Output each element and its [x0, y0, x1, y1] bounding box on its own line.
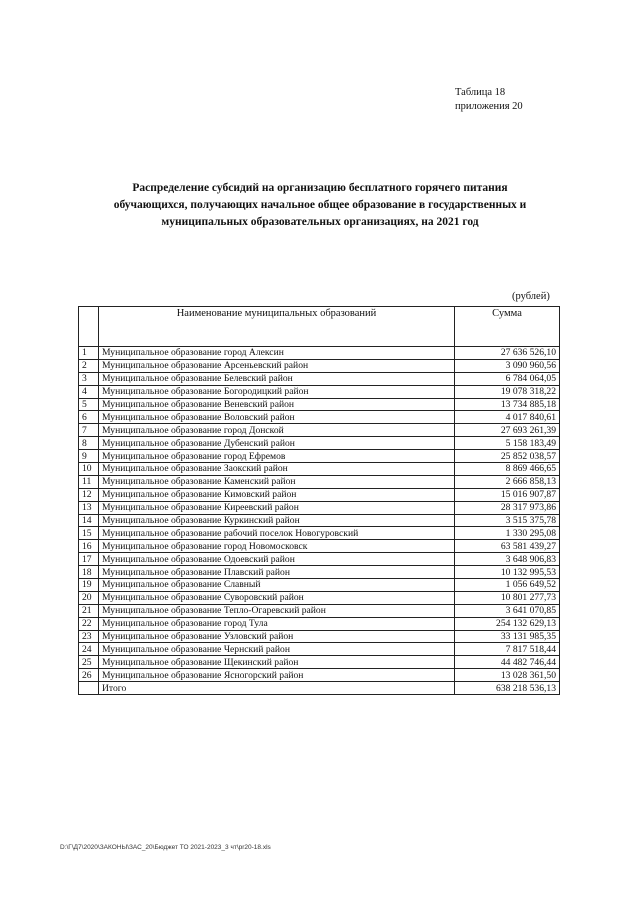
subsidy-table	[78, 306, 560, 695]
row-municipality: Муниципальное образование Суворовский район	[99, 591, 455, 604]
total-number	[79, 682, 99, 695]
row-number: 15	[79, 527, 99, 540]
table-row	[79, 372, 560, 385]
row-municipality: Муниципальное образование Узловский район	[99, 630, 455, 643]
row-sum: 3 648 906,83	[455, 553, 560, 566]
table-row	[79, 591, 560, 604]
row-sum: 6 784 064,05	[455, 372, 560, 385]
row-number: 18	[79, 566, 99, 579]
row-sum: 10 801 277,73	[455, 591, 560, 604]
table-row	[79, 463, 560, 476]
total-row	[79, 682, 560, 695]
row-sum: 15 016 907,87	[455, 488, 560, 501]
table-row	[79, 604, 560, 617]
row-sum: 1 330 295,08	[455, 527, 560, 540]
row-municipality: Муниципальное образование Щекинский район	[99, 656, 455, 669]
row-sum: 3 641 070,85	[455, 604, 560, 617]
row-number: 24	[79, 643, 99, 656]
header-sum: Сумма	[455, 307, 560, 347]
row-municipality: Муниципальное образование Арсеньевский район	[99, 359, 455, 372]
row-municipality: Муниципальное образование город Тула	[99, 617, 455, 630]
row-sum: 44 482 746,44	[455, 656, 560, 669]
table-row	[79, 553, 560, 566]
row-number: 11	[79, 475, 99, 488]
row-municipality: Муниципальное образование Заокский район	[99, 463, 455, 476]
row-number: 1	[79, 347, 99, 360]
row-number: 4	[79, 385, 99, 398]
row-sum: 13 028 361,50	[455, 669, 560, 682]
units-label: (рублей)	[512, 291, 550, 302]
row-sum: 2 666 858,13	[455, 475, 560, 488]
row-municipality: Муниципальное образование Тепло-Огаревский район	[99, 604, 455, 617]
table-body	[79, 347, 560, 682]
row-sum: 33 131 985,35	[455, 630, 560, 643]
table-row	[79, 501, 560, 514]
table-row	[79, 411, 560, 424]
title-line-3: муниципальных образовательных организациях, на 2021 год	[161, 216, 479, 228]
table-row	[79, 566, 560, 579]
row-sum: 3 090 960,56	[455, 359, 560, 372]
row-number: 26	[79, 669, 99, 682]
row-number: 16	[79, 540, 99, 553]
table-row	[79, 630, 560, 643]
row-number: 17	[79, 553, 99, 566]
row-number: 6	[79, 411, 99, 424]
table-row	[79, 488, 560, 501]
row-sum: 28 317 973,86	[455, 501, 560, 514]
table-row	[79, 347, 560, 360]
row-sum: 13 734 885,18	[455, 398, 560, 411]
table-row	[79, 617, 560, 630]
row-sum: 27 693 261,39	[455, 424, 560, 437]
table-row	[79, 669, 560, 682]
row-municipality: Муниципальное образование Куркинский район	[99, 514, 455, 527]
table-row	[79, 424, 560, 437]
table-number: Таблица 18	[455, 87, 506, 98]
row-sum: 254 132 629,13	[455, 617, 560, 630]
row-municipality: Муниципальное образование Плавский район	[99, 566, 455, 579]
row-number: 19	[79, 579, 99, 592]
row-municipality: Муниципальное образование город Новомосковск	[99, 540, 455, 553]
row-number: 8	[79, 437, 99, 450]
row-number: 22	[79, 617, 99, 630]
row-sum: 3 515 375,78	[455, 514, 560, 527]
title-line-1: Распределение субсидий на организацию бесплатного горячего питания	[132, 182, 508, 194]
row-number: 25	[79, 656, 99, 669]
table-row	[79, 437, 560, 450]
row-number: 21	[79, 604, 99, 617]
row-municipality: Муниципальное образование Чернский район	[99, 643, 455, 656]
row-municipality: Муниципальное образование Воловский район	[99, 411, 455, 424]
header-municipality: Наименование муниципальных образований	[99, 307, 455, 347]
table-reference-note	[455, 86, 523, 114]
row-municipality: Муниципальное образование город Ефремов	[99, 450, 455, 463]
row-number: 13	[79, 501, 99, 514]
table-row	[79, 527, 560, 540]
row-municipality: Муниципальное образование Каменский район	[99, 475, 455, 488]
row-sum: 4 017 840,61	[455, 411, 560, 424]
table-row	[79, 359, 560, 372]
row-number: 2	[79, 359, 99, 372]
table-row	[79, 540, 560, 553]
row-municipality: Муниципальное образование Белевский район	[99, 372, 455, 385]
row-sum: 63 581 439,27	[455, 540, 560, 553]
row-number: 23	[79, 630, 99, 643]
row-sum: 19 078 318,22	[455, 385, 560, 398]
row-municipality: Муниципальное образование Кимовский район	[99, 488, 455, 501]
header-number	[79, 307, 99, 347]
row-sum: 1 056 649,52	[455, 579, 560, 592]
row-sum: 5 158 183,49	[455, 437, 560, 450]
row-municipality: Муниципальное образование Ясногорский район	[99, 669, 455, 682]
row-municipality: Муниципальное образование Дубенский район	[99, 437, 455, 450]
table-row	[79, 385, 560, 398]
row-number: 3	[79, 372, 99, 385]
table-row	[79, 398, 560, 411]
title-line-2: обучающихся, получающих начальное общее образование в государственных и	[113, 199, 527, 211]
row-municipality: Муниципальное образование город Донской	[99, 424, 455, 437]
row-number: 14	[79, 514, 99, 527]
row-number: 20	[79, 591, 99, 604]
row-number: 7	[79, 424, 99, 437]
row-sum: 10 132 995,53	[455, 566, 560, 579]
row-municipality: Муниципальное образование Одоевский район	[99, 553, 455, 566]
row-municipality: Муниципальное образование Веневский район	[99, 398, 455, 411]
table-row	[79, 450, 560, 463]
row-number: 5	[79, 398, 99, 411]
row-number: 9	[79, 450, 99, 463]
total-sum: 638 218 536,13	[455, 682, 560, 695]
file-path-footer: D:\Г\Д7\2020\ЗАКОНЫ\ЗАС_20\Бюджет ТО 2021-2023_3 чт\pr20-18.xls	[60, 844, 271, 851]
table-row	[79, 514, 560, 527]
row-municipality: Муниципальное образование Богородицкий район	[99, 385, 455, 398]
row-sum: 27 636 526,10	[455, 347, 560, 360]
row-number: 12	[79, 488, 99, 501]
table-row	[79, 475, 560, 488]
table-header-row	[79, 307, 560, 347]
document-title	[60, 180, 580, 231]
row-number: 10	[79, 463, 99, 476]
row-municipality: Муниципальное образование город Алексин	[99, 347, 455, 360]
row-sum: 25 852 038,57	[455, 450, 560, 463]
table-row	[79, 643, 560, 656]
row-sum: 8 869 466,65	[455, 463, 560, 476]
row-municipality: Муниципальное образование Славный	[99, 579, 455, 592]
row-municipality: Муниципальное образование Киреевский район	[99, 501, 455, 514]
table-row	[79, 579, 560, 592]
row-sum: 7 817 518,44	[455, 643, 560, 656]
appendix-reference: приложения 20	[455, 101, 523, 112]
total-label: Итого	[99, 682, 455, 695]
table-row	[79, 656, 560, 669]
row-municipality: Муниципальное образование рабочий поселок Новогуровский	[99, 527, 455, 540]
